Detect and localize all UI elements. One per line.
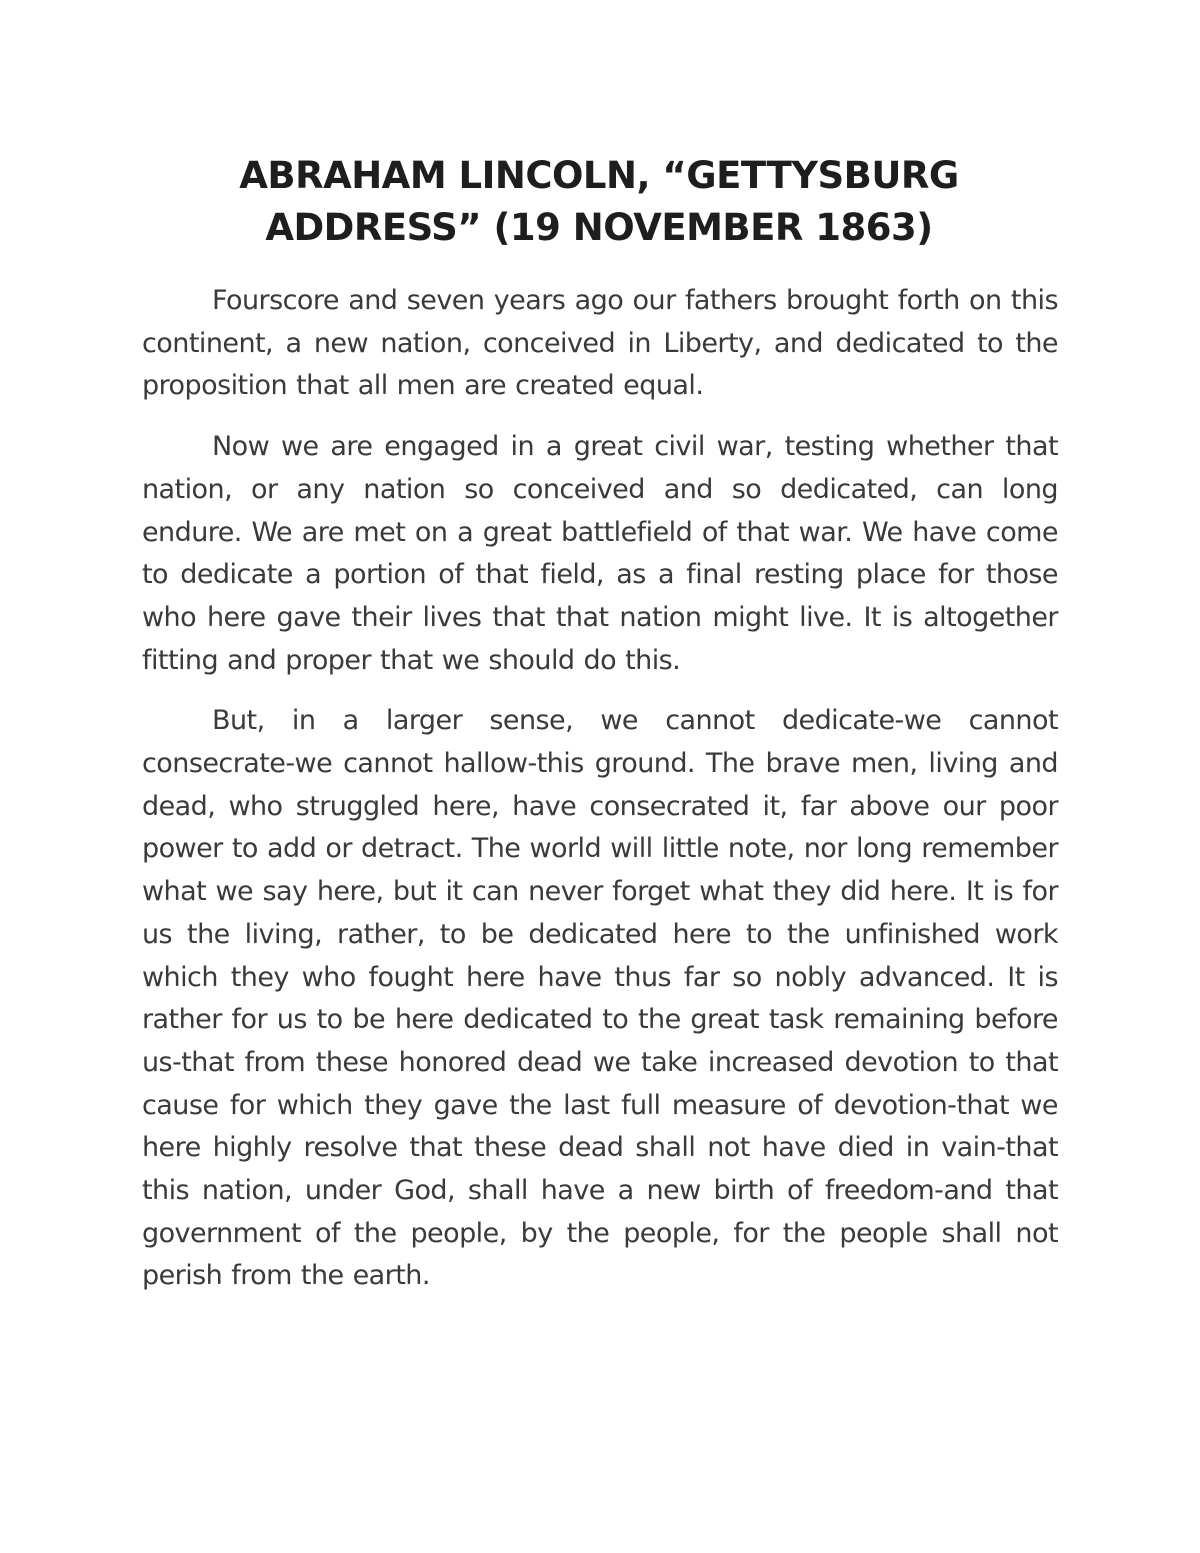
paragraph-2: Now we are engaged in a great civil war, testing whether that nation, or any nation so conceived and so dedicated, can long endure. We are met on a great battlefield of that war. We have come to dedicate a portion of that field, as a final resting place for those who here gave their lives that that nation might live. It is altogether fitting and proper that we should do this. xyxy=(142,431,1058,676)
paragraph-3: But, in a larger sense, we cannot dedicate-we cannot consecrate-we cannot hallow-this ground. The brave men, living and dead, who struggled here, have consecrated it, far above our poor power to add or detract. The world will little note, nor long remember what we say here, but it can never forget what they did here. It is for us the living, rather, to be dedicated here to the unfinished work which they who fought here have thus far so nobly advanced. It is rather for us to be here dedicated to the great task remaining before us-that from these honored dead we take increased devotion to that cause for which they gave the last full measure of devotion-that we here highly resolve that these dead shall not have died in vain-that this nation, under God, shall have a new birth of freedom-and that government of the people, by the people, for the people shall not perish from the earth. xyxy=(142,705,1058,1292)
paragraph-1: Fourscore and seven years ago our fathers brought forth on this continent, a new nation, conceived in Liberty, and dedicated to the proposition that all men are created equal. xyxy=(142,285,1058,402)
document-body xyxy=(142,280,1058,1316)
document-title: ABRAHAM LINCOLN, “GETTYSBURG ADDRESS” (19 NOVEMBER 1863) xyxy=(239,154,959,249)
